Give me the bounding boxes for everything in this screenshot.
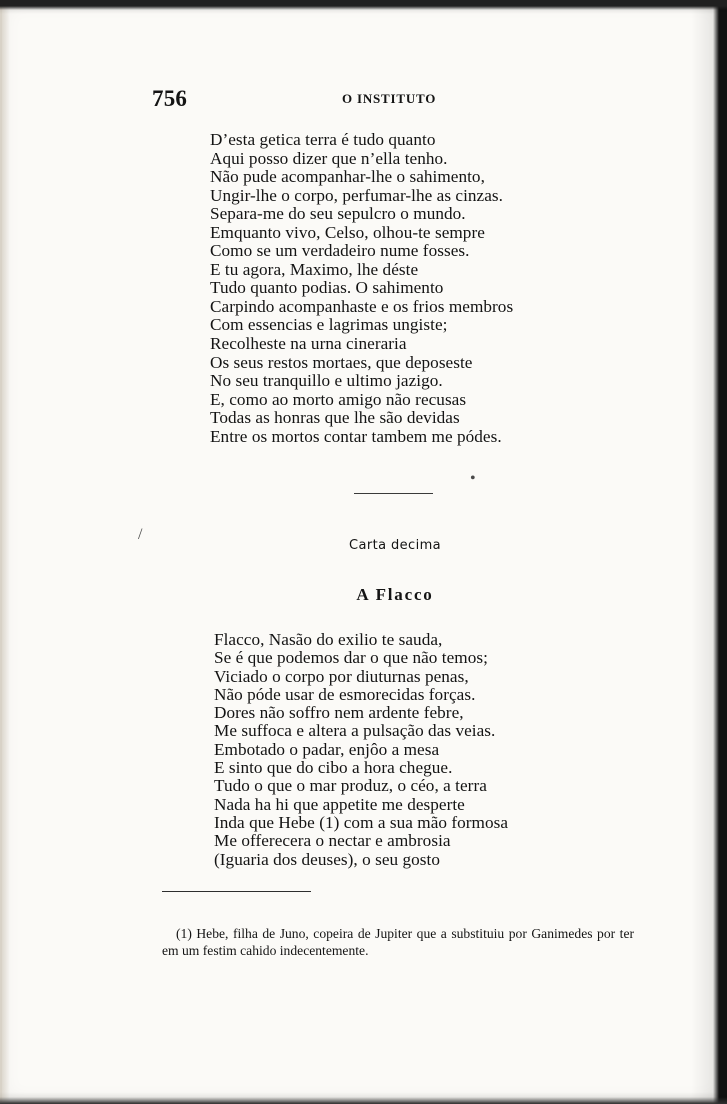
verse-line: Aqui posso dizer que n’ella tenho. <box>210 148 448 168</box>
verse-block-2 <box>214 631 508 869</box>
verse-line: Ungir-lhe o corpo, perfumar-lhe as cinzas. <box>210 185 504 205</box>
running-head: O INSTITUTO <box>342 91 437 106</box>
footnote: (1) Hebe, filha de Juno, copeira de Jupiter que a substituiu por Ganimedes por ter em um festim cahido indecentemente. <box>162 925 634 958</box>
verse-line: Como se um verdadeiro nume fosses. <box>210 241 470 261</box>
section-divider <box>354 493 433 494</box>
page-header <box>152 86 652 114</box>
footnote-divider <box>162 891 311 892</box>
verse-line: Tudo quanto podias. O sahimento <box>210 278 444 298</box>
scan-shadow-bottom <box>0 1092 727 1104</box>
verse-line: Não pude acompanhar-lhe o sahimento, <box>210 167 485 187</box>
verse-line: Embotado o padar, enjôo a mesa <box>214 739 440 759</box>
letter-addressee: A Flacco <box>356 585 434 604</box>
verse-line: Carpindo acompanhaste e os frios membros <box>210 296 514 316</box>
verse-line: Dores não soffro nem ardente febre, <box>214 703 464 723</box>
verse-line: D’esta getica terra é tudo quanto <box>210 130 436 149</box>
verse-line: E, como ao morto amigo não recusas <box>210 389 467 409</box>
verse-line: Inda que Hebe (1) com a sua mão formosa <box>214 812 509 832</box>
verse-line: Emquanto vivo, Celso, olhou-te sempre <box>210 222 485 242</box>
verse-line: Com essencias e lagrimas ungiste; <box>210 315 448 335</box>
verse-line: Separa-me do seu sepulcro o mundo. <box>210 204 466 224</box>
scan-shadow-left <box>0 0 10 1104</box>
letter-heading: Carta decima <box>348 538 442 553</box>
verse-line: Viciado o corpo por diuturnas penas, <box>214 666 469 686</box>
verse-line: Recolheste na urna cineraria <box>210 334 407 354</box>
page-number: 756 <box>152 86 188 111</box>
verse-line: Os seus restos mortaes, que deposeste <box>210 352 473 372</box>
scan-shadow-top <box>0 0 727 14</box>
verse-line: No seu tranquillo e ultimo jazigo. <box>210 371 443 391</box>
verse-line: Se é que podemos dar o que não temos; <box>214 648 488 668</box>
verse-line: Não póde usar de esmorecidas forças. <box>214 684 476 704</box>
verse-line: Entre os mortos contar tambem me pódes. <box>210 426 502 446</box>
verse-line: (Iguaria dos deuses), o seu gosto <box>214 849 440 869</box>
verse-block-1 <box>210 131 513 446</box>
verse-line: Tudo o que o mar produz, o céo, a terra <box>214 776 487 796</box>
verse-line: Nada ha hi que appetite me desperte <box>214 794 465 814</box>
print-speck: / <box>138 526 143 543</box>
verse-line: Me offerecera o nectar e ambrosia <box>214 831 451 851</box>
verse-line: Todas as honras que lhe são devidas <box>210 408 460 428</box>
verse-line: Flacco, Nasão do exilio te sauda, <box>214 630 443 649</box>
scan-shadow-right <box>691 0 727 1104</box>
verse-line: E tu agora, Maximo, lhe déste <box>210 259 419 279</box>
verse-line: E sinto que do cibo a hora chegue. <box>214 758 453 778</box>
verse-line: Me suffoca e altera a pulsação das veias. <box>214 721 496 741</box>
print-speck: • <box>470 470 476 487</box>
